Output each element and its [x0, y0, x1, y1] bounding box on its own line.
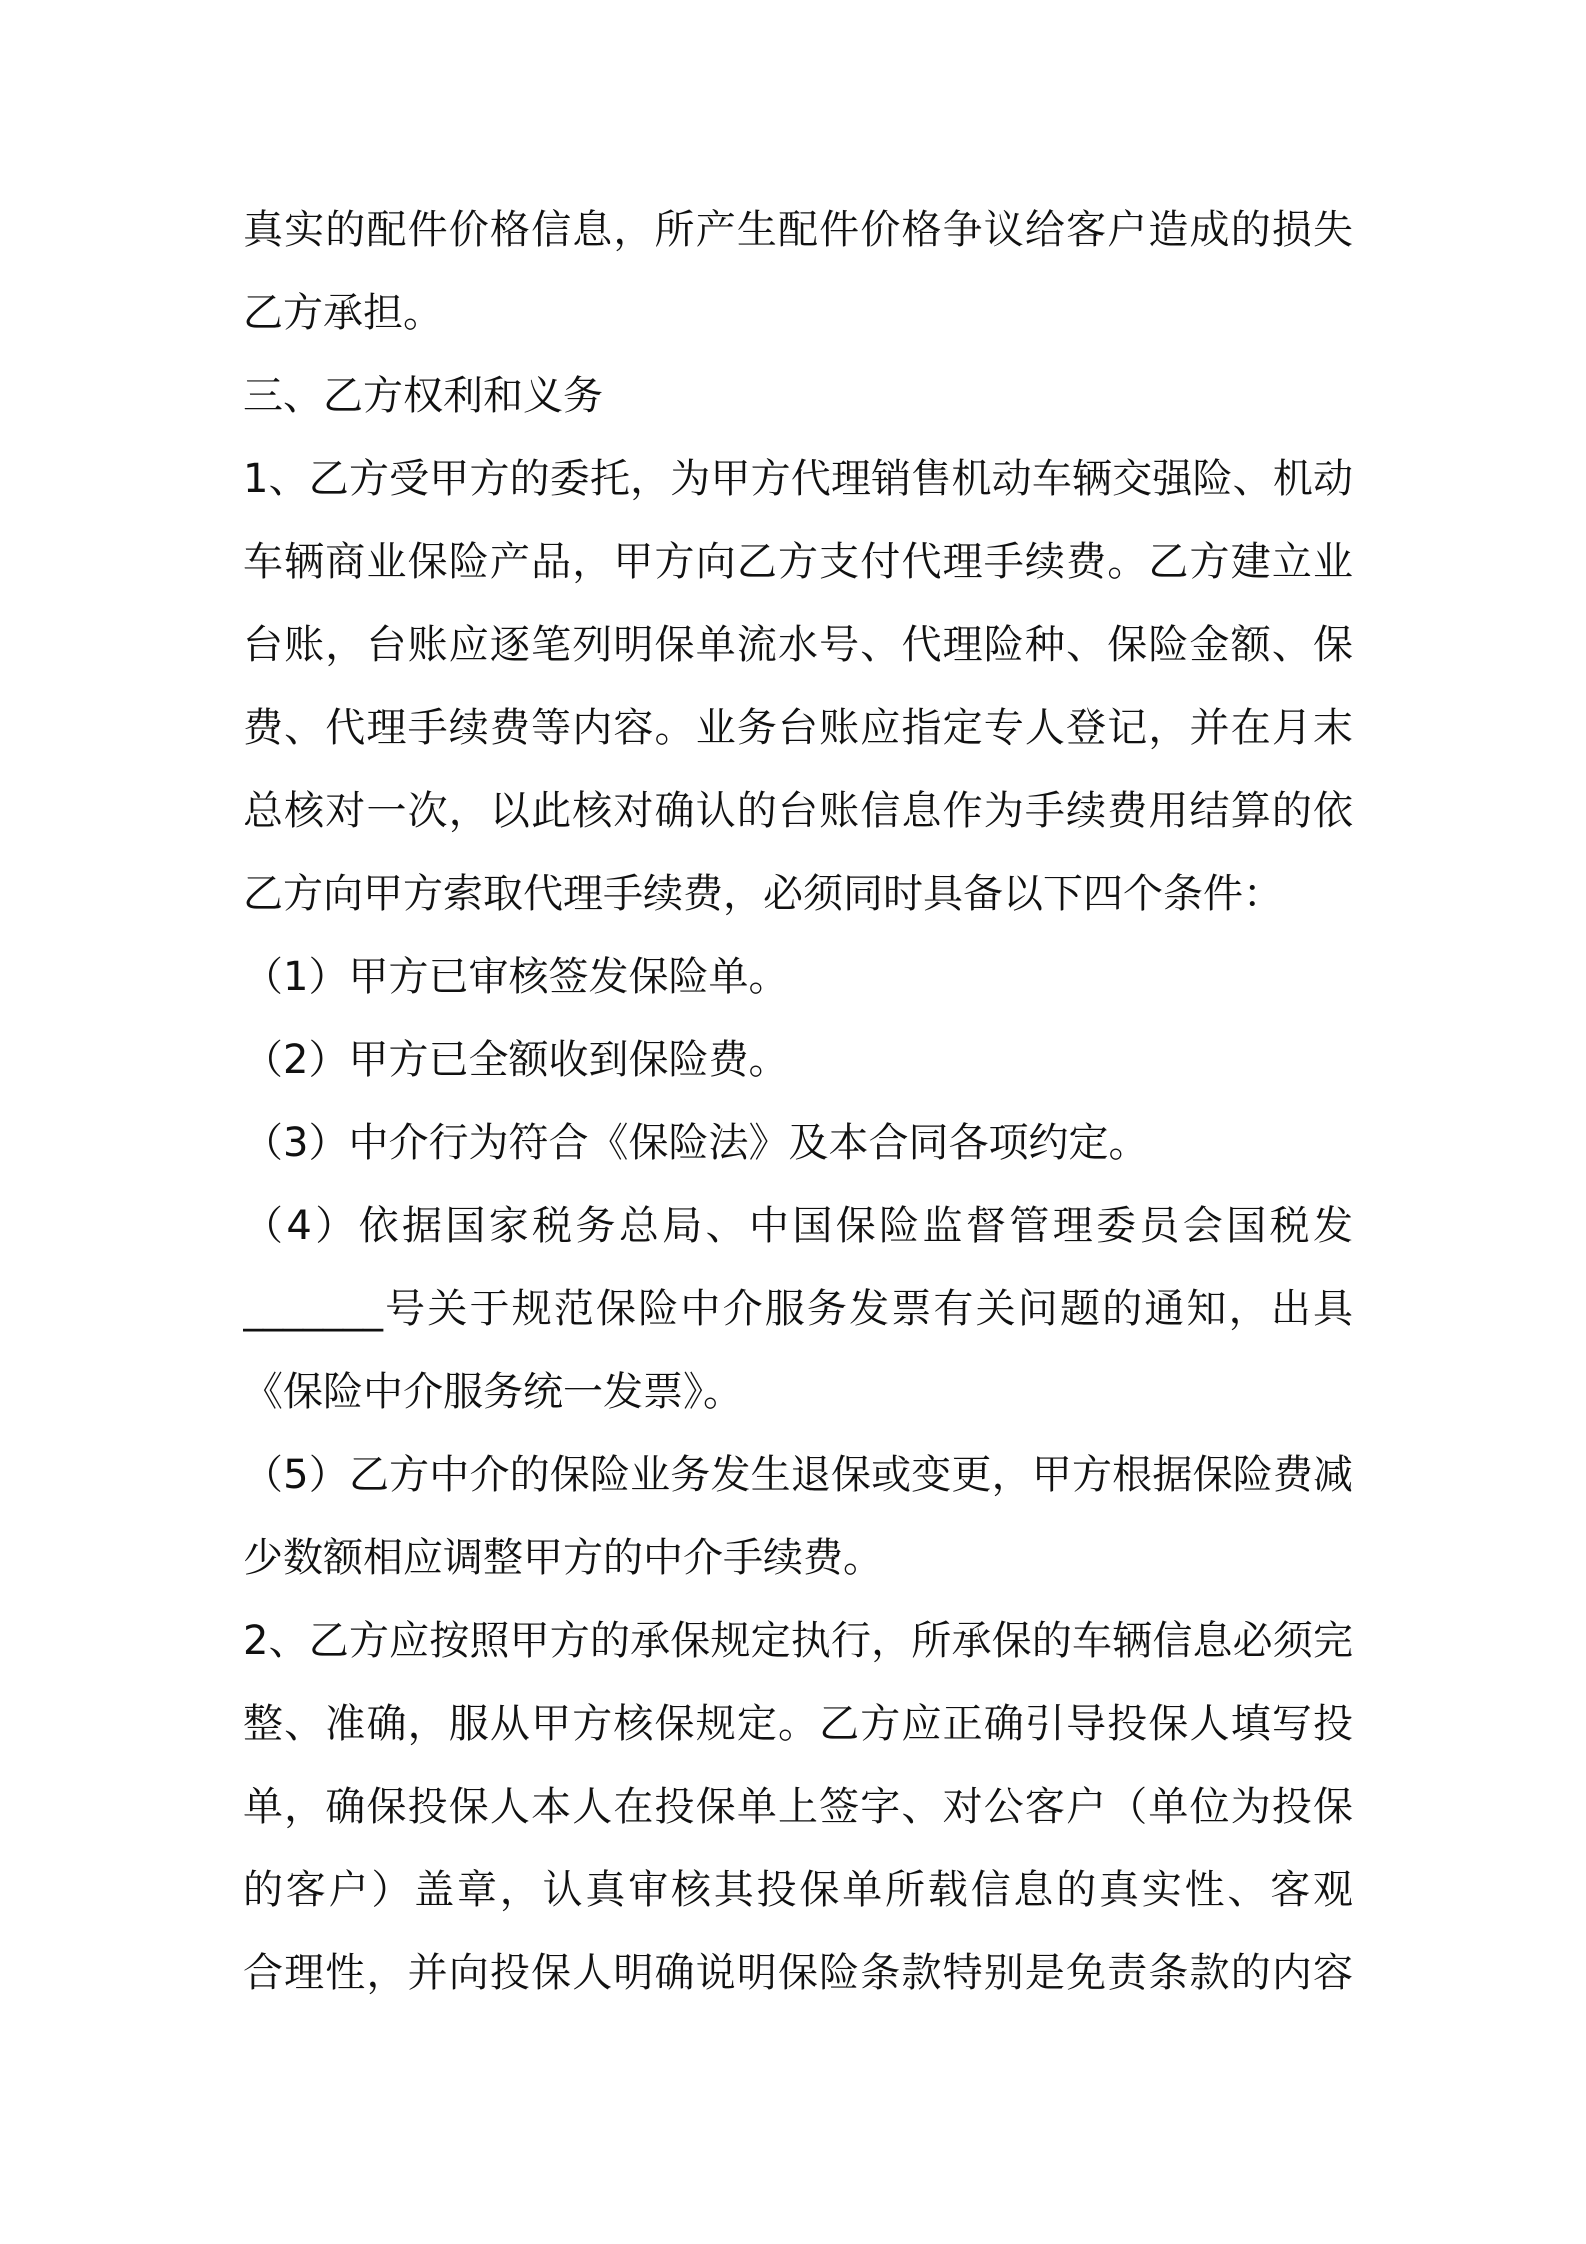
list-item: （1）甲方已审核签发保险单。	[243, 954, 789, 1000]
paragraph-line: 乙方向甲方索取代理手续费，必须同时具备以下四个条件：	[243, 871, 1283, 917]
paragraph-line: 1、乙方受甲方的委托，为甲方代理销售机动车辆交强险、机动	[243, 456, 1353, 502]
paragraph-line: 总核对一次，以此核对确认的台账信息作为手续费用结算的依	[243, 788, 1353, 834]
list-item: （5）乙方中介的保险业务发生退保或变更，甲方根据保险费减	[243, 1452, 1353, 1498]
list-item: （3）中介行为符合《保险法》及本合同各项约定。	[243, 1120, 1149, 1166]
paragraph-line: 合理性，并向投保人明确说明保险条款特别是免责条款的内容	[243, 1950, 1353, 1996]
paragraph-line: 整、准确，服从甲方核保规定。乙方应正确引导投保人填写投	[243, 1701, 1353, 1747]
section-heading: 三、乙方权利和义务	[243, 373, 603, 419]
paragraph-line: 2、乙方应按照甲方的承保规定执行，所承保的车辆信息必须完	[243, 1618, 1353, 1664]
paragraph-line: 真实的配件价格信息，所产生配件价格争议给客户造成的损失	[243, 207, 1353, 253]
paragraph-line: 车辆商业保险产品，甲方向乙方支付代理手续费。乙方建立业	[243, 539, 1353, 585]
paragraph-line: 费、代理手续费等内容。业务台账应指定专人登记，并在月末	[243, 705, 1353, 751]
paragraph-line: 少数额相应调整甲方的中介手续费。	[243, 1535, 883, 1581]
paragraph-line: 乙方承担。	[243, 290, 443, 336]
list-item: （4）依据国家税务总局、中国保险监督管理委员会国税发	[243, 1203, 1353, 1249]
list-item: （2）甲方已全额收到保险费。	[243, 1037, 789, 1083]
paragraph-line: 单，确保投保人本人在投保单上签字、对公客户（单位为投保	[243, 1784, 1353, 1830]
paragraph-line: 《保险中介服务统一发票》。	[243, 1369, 743, 1415]
paragraph-line: _______号关于规范保险中介服务发票有关问题的通知，出具	[243, 1286, 1353, 1332]
paragraph-line: 台账，台账应逐笔列明保单流水号、代理险种、保险金额、保	[243, 622, 1353, 668]
paragraph-line: 的客户）盖章，认真审核其投保单所载信息的真实性、客观	[243, 1867, 1353, 1913]
